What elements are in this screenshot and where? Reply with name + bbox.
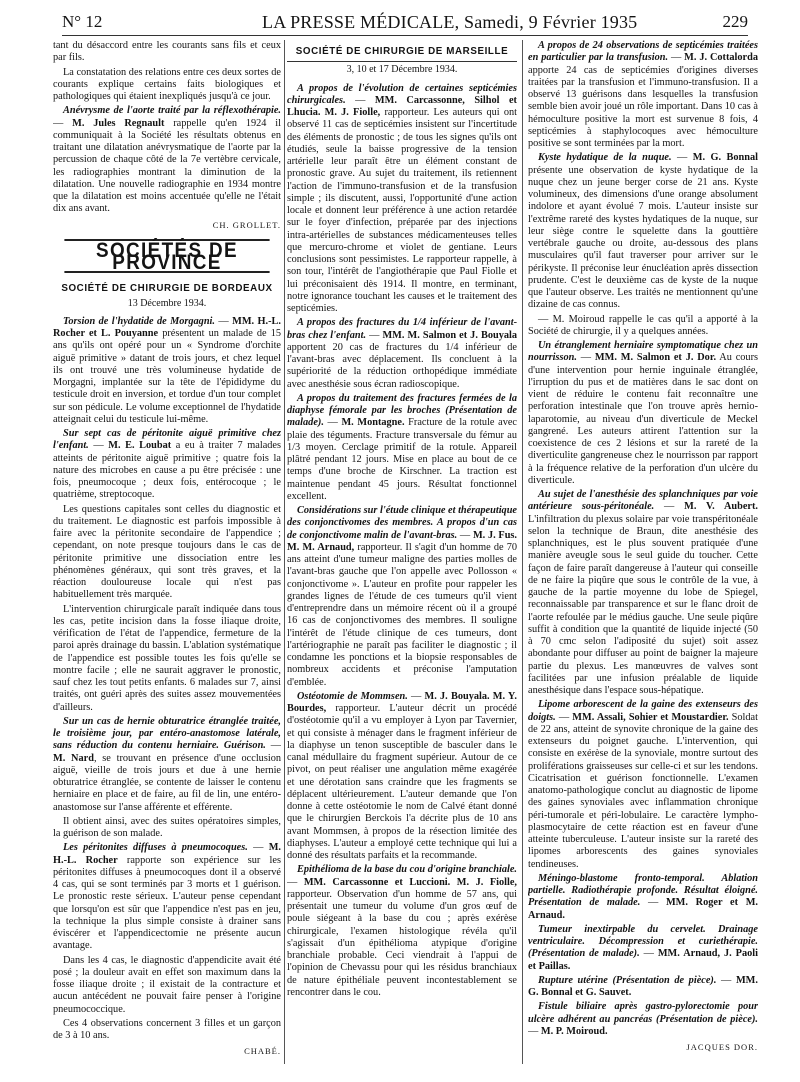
article-body: a eu à traiter 7 malades atteints de péritonite aiguë primitive ; quatre fois la nature des microbes en cause a pu être précisée : une fois, pneumocoque ; deux fois, entérocoque ; le quatrième, streptocoque. xyxy=(53,440,281,501)
article-lipome: Lipome arborescent de la gaine des extenseurs des doigts. — MM. Assali, Sohier et Moustardier. Soldat de 22 ans, atteint de synovite chronique de la gaine des extenseurs du poignet gauche. L'intervention, qui consiste en exérèse de la synoviale, montre surtout des proliférations graisseuses sur celle-ci et sur les tendons. Cicatrisation et guérison fonctionnelle. L'examen anatomo-pathologique conclut au diagnostic de lipome des gaines synoviales avec inflammation chronique péri-tumorale et péri-lobulaire. Le caractère lympho-plasmocytaire de cette réaction est en faveur d'une atteinte tuberculeuse. L'auteur insiste sur la rareté des lipomes arborescents des gaines synoviales tendineuses. xyxy=(528,699,758,870)
article-rupture-uterine: Rupture utérine (Présentation de pièce). — MM. G. Bonnal et G. Sauvet. xyxy=(528,974,758,998)
article-hernie: Sur un cas de hernie obturatrice étranglée traitée, le troisième jour, par entéro-anastomose latérale, sans réduction du contenu herniaire. Guérison. — M. Nard, se trouvant en présence d'une occlusion aiguë, vieille de trois jours et due à une hernie obturatrice étranglée, se contente de laisser le contenu herniaire en place et de faire, au fil de lin, une entéro-anastomose sur l'anse afférente et efférente. xyxy=(53,715,281,813)
article-kyste: Kyste hydatique de la nuque. — M. G. Bonnal présente une observation de kyste hydatique de la nuque chez un jeune berger corse de 21 ans. Kyste volumineux, des dimensions d'une orange absolument indolore et ayant évolué 7 mois. L'auteur insiste sur l'extrême rareté des kystes hydatiques de la nuque, sur leur siège contre le squelette dans la gouttière vertébrale gauche ou droite, au-dessous des plans musculaires qu'il faut traverser pour arriver sur le périkyste. Il préconise leur énucléation après dissection prudente. C'est le deuxième cas de kyste de la nuque que l'auteur observe. Les traités ne mentionnent qu'une dizaine de cas connus. xyxy=(528,152,758,311)
column-divider xyxy=(284,40,285,1064)
article-title: Sur un cas de hernie obturatrice étranglée traitée, le troisième jour, par entéro-anastomose latérale, sans réduction du contenu herniaire. Guérison. xyxy=(53,715,281,752)
article-title: Anévrysme de l'aorte traité par la réflexothérapie. xyxy=(63,105,281,117)
paragraph: Il obtient ainsi, avec des suites opératoires simples, la guérison de son malade. xyxy=(53,815,281,839)
paragraph: — M. Moiroud rappelle le cas qu'il a apporté à la Société de chirurgie, il y a quelques années. xyxy=(528,313,758,337)
article-torsion: Torsion de l'hydatide de Morgagni. — MM. H.-L. Rocher et L. Pouyanne présentent un malade de 15 ans qu'ils ont opéré pour un « Syndrome d'orchite aiguë primitive » datant de trois jours, et chez lequel ils ont trouvé une très volumineuse hydatide de Morgagni, implantée sur la tête de l'épididyme du testicule droit en inversion, et tordue d'un tour complet sur son pédicule. Le volume exceptionnel de l'hydatide atteignait celui du testicule lui-même. xyxy=(53,315,281,425)
society-title: SOCIÉTÉ DE CHIRURGIE DE BORDEAUX xyxy=(61,283,273,295)
article-author: MM. M. Salmon et J. Dor. xyxy=(594,352,717,364)
article-author: M. H.-L. Rocher xyxy=(53,842,281,866)
article-author: M. J. Cottalorda xyxy=(684,52,758,64)
article-author: M. E. Loubat xyxy=(108,440,172,452)
article-peritonite: Sur sept cas de péritonite aiguë primitive chez l'enfant. — M. E. Loubat a eu à traiter 7 malades atteints de péritonite aiguë primitive ; quatre fois la nature des microbes en cause a pu être précisée : une fois, pneumocoque ; deux fois, entérocoque ; le quatrième, streptocoque. xyxy=(53,428,281,501)
article-body: Soldat de 22 ans, atteint de synovite chronique de la gaine des extenseurs du poignet gauche. L'intervention, qui consiste en exérèse de la synoviale, montre surtout des proliférations graisseuses sur celle-ci et sur les tendons. Cicatrisation et guérison fonctionnelle. L'examen anatomo-pathologique conclut au diagnostic de lipome des gaines synoviales avec inflammation chronique péri-tumorale et péri-lobulaire. Le caractère lympho-plasmocytaire de cette réaction est en faveur d'une atteinte tuberculeuse. L'auteur insiste sur la rareté des lipomes arborescents des gaines synoviales tendineuses. xyxy=(528,711,758,870)
article-body: rapporteur. Observation d'un homme de 57 ans, qui présentait une tumeur du volume d'un gros œuf de poule siégeant à la base du cou ; après exérèse chirurgicale, l'examen histologique révéla qu'il s'agissait d'un épithélioma atypique d'origine branchiale probable. Ceci viendrait à l'appui de l'opinion de Chevassu pour qui les résidus branchiaux de nature épithéliale peuvent incontestablement se rencontrer dans le cou. xyxy=(287,888,517,998)
article-title: Sur sept cas de péritonite aiguë primitive chez l'enfant. xyxy=(53,428,281,452)
article-title: A propos de l'évolution de certaines septicémies chirurgicales. xyxy=(287,82,517,106)
article-author: MM. Roger et M. Arnaud. xyxy=(528,897,758,921)
column-2 xyxy=(287,40,517,1064)
paragraph: tant du désaccord entre les courants sans fils et ceux par fils. xyxy=(53,40,281,64)
session-date: 3, 10 et 17 Décembre 1934. xyxy=(346,64,458,76)
article-author: MM. M. Salmon et J. Bouyala xyxy=(382,329,517,341)
article-body: rapporteur. L'auteur décrit un procédé d'ostéotomie qu'il a vu employer à Lyon par Tavernier, et qui consiste à ménager dans le fragment inférieur de la diaphyse un tenon susceptible de basculer dans le canal médullaire du fragment supérieur. Autour de ce pivot, on peut réaliser une angulation même exagérée et une dérotation sans craindre que les fragments se déplacent ultérieurement. L'auteur demande que l'on donne à cette ostéotomie le nom de Calvé étant donné que le chirurgien Berckois l'a décrite plus de 10 ans avant Mommsen, à propos de la résection limitée des diaphyses. L'auteur a employé cette technique qui lui a donné des résultats parfaits et la recommande. xyxy=(287,703,517,861)
page-number: 229 xyxy=(722,12,748,31)
article-title: Torsion de l'hydatide de Morgagni. xyxy=(63,315,215,327)
article-fractures-femur: A propos du traitement des fractures fermées de la diaphyse fémorale par les broches (Présentation de malade). — M. Montagne. Fracture de la rotule avec plaie des téguments. Fracture transversale du fémur au 1/3 moyen. Cerclage primitif de la rotule. Appareil plâtré pendant 12 jours. Mise en place au bout de ce temps d'une broche de Kirschner. La traction est maintenue pendant 45 jours. Résultat fonctionnel excellent. xyxy=(287,392,517,502)
paragraph: Dans les 4 cas, le diagnostic d'appendicite avait été posé ; la douleur avait en effet son maximum dans la fosse iliaque droite ; il existait de la contracture et aucun antécédent ne pouvait faire penser à l'origine pneumococcique. xyxy=(53,954,281,1015)
paragraph-text: M. Moiroud rappelle le cas qu'il a apporté à la Société de chirurgie, il y a quelques années. xyxy=(528,313,758,337)
article-body: apporte 24 cas de septicémies d'origines diverses traitées par la transfusion et l'immuno-transfusion. Il a observé 13 guérisons dans lesquelles la transfusion semble bien avoir joué un rôle important. Dans 10 cas à hémoculture positive la mort est survenue 8 fois, 4 septicémies à staphylocoques avec hémoculture positive se sont terminées par la mort. xyxy=(528,64,758,149)
column-divider xyxy=(522,40,523,1064)
session-date: 13 Décembre 1934. xyxy=(127,297,207,309)
article-author: M. J. Bouyala. M. Y. Bourdes, xyxy=(287,690,517,714)
article-body: se trouvant en présence d'une occlusion aiguë, vieille de trois jours et due à une hernie obturatrice étranglée, se contente de laisser le contenu herniaire en place et de faire, au fil de lin, une entéro-anastomose sur l'anse afférente et efférente. xyxy=(53,752,281,813)
article-osteotomie: Ostéotomie de Mommsen. — M. J. Bouyala. M. Y. Bourdes, rapporteur. L'auteur décrit un procédé d'ostéotomie qu'il a vu employer à Lyon par Tavernier, et qui consiste à ménager dans le fragment inférieur de la diaphyse un tenon susceptible de basculer dans le canal médullaire du fragment supérieur. Autour de ce pivot, on peut réaliser une angulation même exagérée et une dérotation sans craindre que les fragments se déplacent ultérieurement. L'auteur demande que l'on donne à cette ostéotomie le nom de Calvé étant donné que le chirurgien Berckois l'a décrite plus de 10 ans avant Mommsen, à propos de la résection limitée des diaphyses. L'auteur a employé cette technique qui lui a donné des résultats parfaits et la recommande. xyxy=(287,690,517,861)
article-author: MM. Assali, Sohier et Moustardier. xyxy=(572,711,729,723)
section-title: SOCIÉTÉS DE PROVINCE xyxy=(64,239,269,274)
article-anevrysme: Anévrysme de l'aorte traité par la réflexothérapie. — M. Jules Regnault rappelle qu'en 1924 il communiquait à la Société les résultats obtenus en traitant une dilatation anévrysmatique de l'aorte par la percussion de chaque côté de la 7e vertèbre cervicale, les radiographies montrant la diminution de la dilatation. Une nouvelle radiographie en 1934 montre que la dilatation est moins accentuée qu'elle ne l'était dix ans avant. xyxy=(53,105,281,215)
article-body: rapporteur. Les auteurs qui ont observé 11 cas de septicémies insistent sur l'incertitude des éléments de pronostic ; de tous les signes qu'ils ont étudiés, seule la baisse progressive de la tension artérielle leur paraît être un élément constant de pronostic grave. Au sujet du traitement, ils retiennent l'action de l'immuno-transfusion et de la transfusion simple ; ils discutent, aussi, l'opportunité d'une action locale et donnent leur préférence à une action retardée sur le foyer d'infection, préparée par des injections intra-artérielles de substances médicamenteuses telles que mercuro-chrome et violet de gentiane. Leurs conclusions sont pessimistes. Le rapporteur rappelle, à son tour, l'intérêt de l'angiothérapie que Paul Fiolle et lui préconisaient dès 1914. Il montre, en terminant, notre ignorance touchant les causes et le traitement des septicémies. xyxy=(287,107,517,314)
article-body: rappelle qu'en 1924 il communiquait à la Société les résultats obtenus en traitant une dilatation anévrysmatique de l'aorte par la percussion de chaque côté de la 7e vertèbre cervicale, les radiographies montrant la diminution de la dilatation. Une nouvelle radiographie en 1934 montre que la dilatation est moins accentuée qu'elle ne l'était dix ans avant. xyxy=(53,117,281,215)
article-septicemies: A propos de l'évolution de certaines septicémies chirurgicales. — MM. Carcassonne, Silhol et Lhucia. M. J. Fiolle, rapporteur. Les auteurs qui ont observé 11 cas de septicémies insistent sur l'incertitude des éléments de pronostic ; de tous les signes qu'ils ont étudiés, seule la baisse progressive de la tension artérielle leur paraît être un élément constant de pronostic grave. Au sujet du traitement, ils retiennent l'action de l'immuno-transfusion et de la transfusion simple ; ils discutent, aussi, l'opportunité d'une action locale et donnent leur préférence à une action retardée sur le foyer d'infection, préparée par des injections intra-artérielles de substances médicamenteuses telles que mercuro-chrome et violet de gentiane. Leurs conclusions sont pessimistes. Le rapporteur rappelle, à son tour, l'intérêt de l'angiothérapie que Paul Fiolle et lui préconisaient dès 1914. Il montre, en terminant, notre ignorance touchant les causes et le traitement des septicémies. xyxy=(287,82,517,314)
article-title: Kyste hydatique de la nuque. xyxy=(538,152,672,164)
article-title: Epithélioma de la base du cou d'origine branchiale. xyxy=(297,864,517,876)
article-author: M. Nard xyxy=(53,752,94,764)
article-title: Tumeur inextirpable du cervelet. Drainage ventriculaire. Décompression et curiethérapie. (Présentation de malade). xyxy=(528,923,758,960)
paragraph: La constatation des relations entre ces deux sortes de courants explique certains faits biologiques et pathologiques qui étaient inexpliqués jusqu'à ce jour. xyxy=(53,66,281,102)
article-body: rapporteur. Il s'agit d'un homme de 70 ans atteint d'une tumeur maligne des parties molles de l'avant-bras gauche que l'on appelle avec Pollosson « conjonctivome ». L'auteur en profite pour rappeler les grandes lignes de l'étude de ces tumeurs qu'il vient d'entreprendre dans un mémoire récent où il a groupé 16 cas de conjonctivomes des membres. Il souligne l'intérêt de l'étude clinique de ces tumeurs, dont l'artériographie ne paraît pas faciliter le diagnostic ; il condamne les ponctions et la biopsie responsables de nombreux accidents et préconise l'amputation d'emblée. xyxy=(287,541,517,688)
article-author: MM. Arnaud, J. Paoli et Paillas. xyxy=(528,948,758,972)
signature: CHABÉ. xyxy=(244,1046,281,1057)
article-body: Fracture de la rotule avec plaie des téguments. Fracture transversale du fémur au 1/3 moyen. Cerclage primitif de la rotule. Appareil plâtré pendant 12 jours. Mise en place au bout de ce temps d'une broche de Kirschner. La traction est maintenue pendant 45 jours. Résultat fonctionnel excellent. xyxy=(287,417,517,502)
article-author: MM. Carcassonne, Silhol et Lhucia. M. J. Fiolle, xyxy=(287,94,517,118)
article-title: Un étranglement herniaire symptomatique chez un nourrisson. xyxy=(528,340,758,364)
article-body: présentent un malade de 15 ans qu'ils ont opéré pour un « Syndrome d'orchite aiguë primitive » datant de trois jours, et chez lequel ils ont trouvé une très volumineuse hydatide de Morgagni, implantée sur la tête de l'épididyme du testicule droit en inversion, et tordue d'un tour complet sur son pédicule. Le volume exceptionnel de l'hydatide atteignait celui du testicule lui-même. xyxy=(53,328,281,425)
article-body: L'infiltration du plexus solaire par voie transpéritonéale selon la technique de Braun, dite anesthésie des splanchniques, est le plus souvent pratiquée d'une manière aveugle sous le seul guide du toucher. Cette façon de faire paraît dangereuse à l'auteur qui conseille de ne faire la piqûre que sous le contrôle de la vue, à gauche de la partie moyenne du lobe de Spiegel, reconnaissable par transparence et sur le flanc droit de l'aorte refoulée par le médius gauche. Une seule piqûre suffit à condition que la quantité de liquide injecté (50 à 70 cmc selon l'adiposité du sujet) soit assez abondante pour diffuser au point de baigner la majeure partie du plexus. Les manœuvres de valves sont facilitées par une infusion préalable de liquide anesthésique dans l'espace sous-hépatique. xyxy=(528,513,758,696)
journal-title: LA PRESSE MÉDICALE, Samedi, 9 Février 1935 xyxy=(262,12,638,32)
paragraph: Ces 4 observations concernent 3 filles et un garçon de 3 à 10 ans. xyxy=(53,1017,281,1041)
article-title: Fistule biliaire après gastro-pylorectomie pour ulcère adhérent au pancréas (Présentation de pièce). xyxy=(528,1001,758,1025)
society-title: SOCIÉTÉ DE CHIRURGIE DE MARSEILLE xyxy=(287,46,517,62)
article-pneumocoques: Les péritonites diffuses à pneumocoques. — M. H.-L. Rocher rapporte son expérience sur les péritonites diffuses à pneumocoques dont il a observé 4 cas, qui se sont terminés par 3 morts et 1 guérison. Le pronostic reste sérieux. L'auteur pense cependant que lorsqu'on est sûr que l'appendice n'est pas en jeu, la technique la plus simple consiste à drainer sans éviscérer et l'appendicectomie ne présente aucun avantage. xyxy=(53,842,281,952)
article-title: Ostéotomie de Mommsen. xyxy=(297,690,408,702)
page-header xyxy=(62,12,748,34)
article-body: Au cours d'une intervention pour hernie inguinale étranglée, l'irruption du pus et de matières dans le sac dont on vient de réduire le contenu fait reconnaître une perforation intestinale que l'on trouve après hernio-laparotomie, au niveau d'un diverticule de Meckel gangrené. Les auteurs attirent l'attention sur la coexistence de ces 2 lésions et sur la rareté de la diverticulite gangreneuse chez le nourrisson par rapport à la fréquence relative de la perforation d'un ulcère du diverticule. xyxy=(528,352,758,486)
article-author: M. Jules Regnault xyxy=(72,117,165,129)
article-anesthesie: Au sujet de l'anesthésie des splanchniques par voie antérieure sous-péritonéale. — M. V. Aubert. L'infiltration du plexus solaire par voie transpéritonéale selon la technique de Braun, dite anesthésie des splanchniques, est le plus souvent pratiquée d'une manière aveugle sous le seul guide du toucher. Cette façon de faire paraît dangereuse à l'auteur qui conseille de ne faire la piqûre que sous le contrôle de la vue, à gauche de la partie moyenne du lobe de Spiegel, reconnaissable par transparence et sur le flanc droit de l'aorte refoulée par le médius gauche. Une seule piqûre suffit à condition que la quantité de liquide injecté (50 à 70 cmc selon l'adiposité du sujet) soit assez abondante pour diffuser au point de baigner la majeure partie du plexus. Les manœuvres de valves sont facilitées par une infusion préalable de liquide anesthésique dans l'espace sous-hépatique. xyxy=(528,489,758,696)
column-3 xyxy=(528,40,758,1064)
article-septicemies-transfusion: A propos de 24 observations de septicémies traitées en particulier par la transfusion. — M. J. Cottalorda apporte 24 cas de septicémies d'origines diverses traitées par la transfusion et l'immuno-transfusion. Il a observé 13 guérisons dans lesquelles la transfusion semble bien avoir joué un rôle important. Dans 10 cas à hémoculture positive la mort est survenue 8 fois, 4 septicémies à staphylocoques avec hémoculture positive se sont terminées par la mort. xyxy=(528,40,758,149)
column-1 xyxy=(53,40,281,1064)
article-author: MM. H.-L. Rocher et L. Pouyanne xyxy=(53,315,281,339)
article-meningoblastome: Méningo-blastome fronto-temporal. Ablation partielle. Radiothérapie profonde. Résultat éloigné. Présentation de malade. — MM. Roger et M. Arnaud. xyxy=(528,872,758,921)
article-author: MM. Carcassonne et Luccioni. M. J. Fiolle, xyxy=(303,876,517,888)
article-fractures-avant-bras: A propos des fractures du 1/4 inférieur de l'avant-bras chez l'enfant. — MM. M. Salmon et J. Bouyala apportent 20 cas de fractures du 1/4 inférieur de l'avant-bras avec déplacement. Ils concluent à la supériorité de la réduction orthopédique immédiate avec anesthésie sous écran radioscopique. xyxy=(287,317,517,390)
article-title: A propos de 24 observations de septicémies traitées en particulier par la transfusion. xyxy=(528,40,758,64)
article-author: M. G. Bonnal xyxy=(692,152,758,164)
signature: CH. GROLLET. xyxy=(212,219,281,230)
article-author: M. V. Aubert. xyxy=(684,501,758,513)
article-author: MM. G. Bonnal et G. Sauvet. xyxy=(528,974,758,998)
article-title: Méningo-blastome fronto-temporal. Ablation partielle. Radiothérapie profonde. Résultat éloigné. Présentation de malade. xyxy=(528,872,758,909)
article-title: Lipome arborescent de la gaine des extenseurs des doigts. xyxy=(528,699,758,723)
article-body: rapporte son expérience sur les péritonites diffuses à pneumocoques dont il a observé 4 cas, qui se sont terminés par 3 morts et 1 guérison. Le pronostic reste sérieux. L'auteur pense cependant que lorsqu'on est sûr que l'appendice n'est pas en jeu, la technique la plus simple consiste à drainer sans éviscérer et l'appendicectomie ne présente aucun avantage. xyxy=(53,854,281,952)
article-title: A propos du traitement des fractures fermées de la diaphyse fémorale par les broches (Présentation de malade). xyxy=(287,392,517,429)
article-tumeur-cervelet: Tumeur inextirpable du cervelet. Drainage ventriculaire. Décompression et curiethérapie. (Présentation de malade). — MM. Arnaud, J. Paoli et Paillas. xyxy=(528,923,758,972)
article-conjonctivomes: Considérations sur l'étude clinique et thérapeutique des conjonctivomes des membres. A propos d'un cas de conjonctivome malin de l'avant-bras. — M. J. Fus. M. M. Arnaud, rapporteur. Il s'agit d'un homme de 70 ans atteint d'une tumeur maligne des parties molles de l'avant-bras gauche que l'on appelle avec Pollosson « conjonctivome ». L'auteur en profite pour rappeler les grandes lignes de l'étude de ces tumeurs qu'il vient d'entreprendre dans un mémoire récent où il a groupé 16 cas de conjonctivomes des membres. Il souligne l'intérêt de l'étude clinique de ces tumeurs, dont l'artériographie ne paraît pas faciliter le diagnostic ; il condamne les ponctions et la biopsie responsables de nombreux accidents et préconise l'amputation d'emblée. xyxy=(287,505,517,688)
article-fistule-biliaire: Fistule biliaire après gastro-pylorectomie pour ulcère adhérent au pancréas (Présentation de pièce). — M. P. Moiroud. xyxy=(528,1001,758,1037)
article-author: M. P. Moiroud. xyxy=(540,1025,608,1037)
paragraph: L'intervention chirurgicale paraît indiquée dans tous les cas, petite incision dans la fosse iliaque droite, vérification de l'état de l'appendice, fermeture de la paroi après drainage du bassin. L'ablation systématique de l'appendice est possible toutes les fois qu'elle se montre facile ; elle ne saurait aggraver le pronostic, sauf chez les tout petits enfants. 6 malades sur 7, ainsi traités, ont guéri après des suites assez mouvementées d'ailleurs. xyxy=(53,603,281,713)
article-body: apportent 20 cas de fractures du 1/4 inférieur de l'avant-bras avec déplacement. Ils concluent à la supériorité de la réduction orthopédique immédiate avec anesthésie sous écran radioscopique. xyxy=(287,341,517,390)
article-title: Rupture utérine (Présentation de pièce). xyxy=(538,974,717,986)
paragraph: Les questions capitales sont celles du diagnostic et du traitement. Le diagnostic est parfois impossible à faire avec la péritonite secondaire de l'appendice ; cependant, on note presque toujours dans le cas de péritonite primitive une dissociation entre les phénomènes généraux, qui sont très graves, et la réaction douloureuse locale qui n'est pas habituellement très marquée. xyxy=(53,503,281,601)
header-rule xyxy=(62,35,748,36)
article-title: Les péritonites diffuses à pneumocoques. xyxy=(63,842,248,854)
article-title: Au sujet de l'anesthésie des splanchniques par voie antérieure sous-péritonéale. xyxy=(528,489,758,513)
issue-number: N° 12 xyxy=(62,12,103,31)
article-title: A propos des fractures du 1/4 inférieur de l'avant-bras chez l'enfant. xyxy=(287,317,517,341)
article-etranglement: Un étranglement herniaire symptomatique chez un nourrisson. — MM. M. Salmon et J. Dor. Au cours d'une intervention pour hernie inguinale étranglée, l'irruption du pus et de matières dans le sac dont on vient de réduire le contenu fait reconnaître une perforation intestinale que l'on trouve après hernio-laparotomie, au niveau d'un diverticule de Meckel gangrené. Les auteurs attirent l'attention sur la coexistence de ces 2 lésions et sur la rareté de la diverticulite gangreneuse chez le nourrisson par rapport à la fréquence relative de la perforation d'un ulcère du diverticule. xyxy=(528,340,758,486)
article-body: présente une observation de kyste hydatique de la nuque chez un jeune berger corse de 21 ans. Kyste volumineux, des dimensions d'une orange absolument indolore et ayant évolué 7 mois. L'auteur insiste sur l'extrême rareté des kystes hydatiques de la nuque, sur leur siège contre le squelette dans la gouttière vertébrale gauche ou droite, au-dessous des plans musculaires qu'il faut traverser pour arriver sur le périkyste. Il préconise leur énucléation après dissection prudente. C'est le deuxième cas de kyste de la nuque que l'auteur observe. Les traités ne mentionnent qu'une dizaine de cas connus. xyxy=(528,164,758,311)
article-author: M. J. Fus. M. M. Arnaud, xyxy=(287,529,517,553)
signature: JACQUES DOR. xyxy=(686,1042,758,1052)
article-title: Considérations sur l'étude clinique et thérapeutique des conjonctivomes des membres. A propos d'un cas de conjonctivome malin de l'avant-bras. xyxy=(287,505,517,541)
article-author: M. Montagne. xyxy=(341,417,405,429)
article-epithelioma: Epithélioma de la base du cou d'origine branchiale. — MM. Carcassonne et Luccioni. M. J. Fiolle, rapporteur. Observation d'un homme de 57 ans, qui présentait une tumeur du volume d'un gros œuf de poule siégeant à la base du cou ; après exérèse chirurgicale, l'examen histologique révéla qu'il s'agissait d'un épithélioma atypique d'origine branchiale probable. Ceci viendrait à l'appui de l'opinion de Chevassu pour qui les résidus branchiaux de nature épithéliale peuvent incontestablement se rencontrer dans le cou. xyxy=(287,864,517,998)
